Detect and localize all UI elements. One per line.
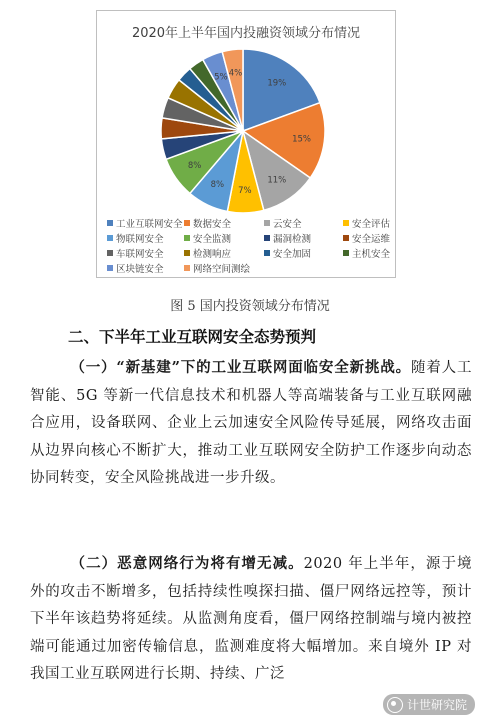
legend-swatch	[343, 250, 349, 256]
legend-item: 物联网安全	[107, 231, 184, 245]
watermark: 计世研究院	[383, 694, 475, 715]
legend-item: 检测响应	[184, 246, 264, 260]
legend-item: 安全监测	[184, 231, 264, 245]
legend-swatch	[107, 235, 113, 241]
watermark-logo-icon	[387, 697, 403, 713]
legend-item: 安全加固	[264, 246, 343, 260]
legend-item: 工业互联网安全	[107, 216, 184, 230]
pie-label-5: 8%	[187, 160, 202, 171]
legend-item: 车联网安全	[107, 246, 184, 260]
pie-label-12: 5%	[214, 72, 228, 83]
paragraph-lead: （一）“新基建”下的工业互联网面临安全新挑战。	[70, 359, 411, 376]
legend-item: 主机安全	[343, 246, 403, 260]
legend-swatch	[107, 265, 113, 271]
paragraph-new-infrastructure	[30, 354, 472, 493]
paragraph-body: 随着人工智能、5G 等新一代信息技术和机器人等高端装备与工业互联网融合应用，设备联网、企业上云加速安全风险传导延展，网络攻击面从边界向核心不断扩大，推动工业互联网安全防护工作逐步向动态协同转变，安全风险挑战进一步升级。	[30, 360, 473, 487]
chart-legend	[107, 216, 391, 275]
legend-swatch	[264, 220, 270, 226]
legend-swatch	[184, 220, 190, 226]
paragraph-malicious-behavior	[30, 550, 472, 689]
legend-item: 安全评估	[343, 216, 403, 230]
pie-label-1: 15%	[292, 134, 312, 145]
chart-title: 2020年上半年国内投融资领域分布情况	[131, 26, 361, 41]
pie-label-4: 8%	[210, 180, 225, 191]
pie-label-2: 11%	[267, 175, 287, 186]
pie-chart-frame	[96, 10, 396, 278]
legend-item: 数据安全	[184, 216, 264, 230]
legend-swatch	[107, 250, 113, 256]
legend-item: 区块链安全	[107, 261, 184, 275]
legend-swatch	[343, 220, 349, 226]
legend-item: 漏洞检测	[264, 231, 343, 245]
figure-caption: 图 5 国内投资领域分布情况	[170, 299, 330, 314]
pie-label-0: 19%	[267, 78, 287, 89]
legend-item: 安全运维	[343, 231, 403, 245]
legend-swatch	[264, 235, 270, 241]
legend-swatch	[184, 235, 190, 241]
legend-swatch	[107, 220, 113, 226]
legend-swatch	[184, 250, 190, 256]
legend-item: 云安全	[264, 216, 343, 230]
pie-label-3: 7%	[238, 186, 252, 197]
legend-swatch	[184, 265, 190, 271]
paragraph-body: 2020 年上半年，源于境外的攻击不断增多，包括持续性嗅探扫描、僵尸网络远控等，预计下半年该趋势将延续。从监测角度看，僵尸网络控制端与境内被控端可能通过加密传输信息，监测难度将大幅增加。来自境外 IP 对我国工业互联网进行长期、持续、广泛	[30, 556, 472, 683]
pie-label-13: 4%	[228, 68, 243, 79]
section-heading: 二、下半年工业互联网安全态势预判	[68, 328, 317, 346]
paragraph-lead: （二）恶意网络行为将有增无减。	[70, 555, 304, 572]
legend-swatch	[264, 250, 270, 256]
legend-swatch	[343, 235, 349, 241]
legend-item: 网络空间测绘	[184, 261, 264, 275]
